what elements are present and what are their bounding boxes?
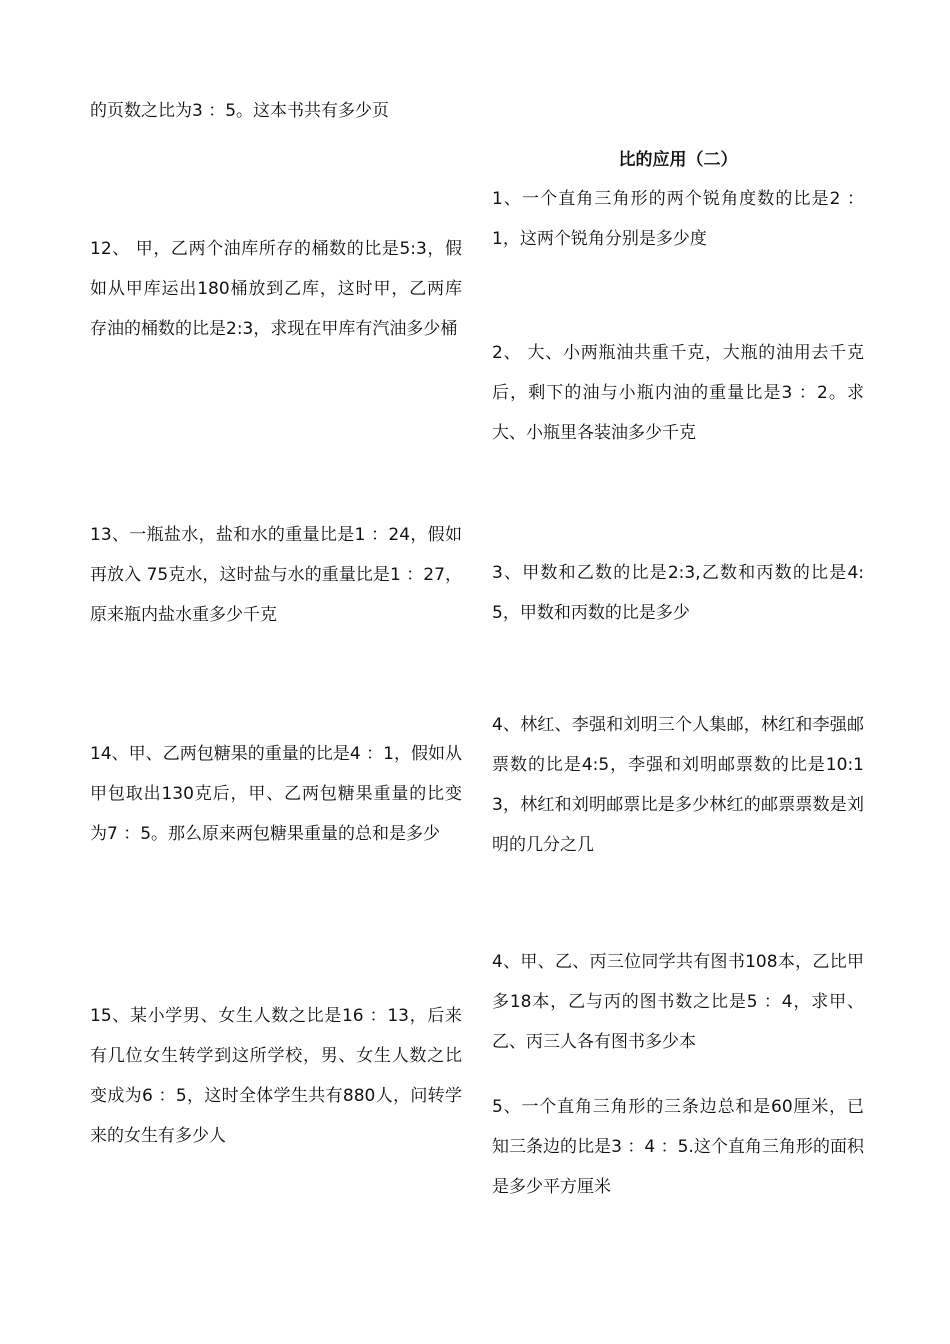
problem-5: 5、一个直角三角形的三条边总和是60厘米，已知三条边的比是3 ：4 ：5.这个直角三角形的面积是多少平方厘米 <box>492 1097 864 1197</box>
problem-3: 3、甲数和乙数的比是2:3,乙数和丙数的比是4:5，甲数和丙数的比是多少 <box>492 563 864 623</box>
problem-1: 1、一个直角三角形的两个锐角度数的比是2 ：1，这两个锐角分别是多少度 <box>492 189 864 249</box>
problem-4-books: 4、甲、乙、丙三位同学共有图书108本，乙比甲多18本，乙与丙的图书数之比是5 ：4，求甲、乙、丙三人各有图书多少本 <box>492 952 864 1052</box>
problem-12: 12、 甲，乙两个油库所存的桶数的比是5:3，假如从甲库运出180桶放到乙库，这时甲，乙两库存油的桶数的比是2:3，求现在甲库有汽油多少桶 <box>90 239 462 339</box>
problem-15: 15、某小学男、女生人数之比是16 ：13，后来有几位女生转学到这所学校，男、女生人数之比变成为6 ：5，这时全体学生共有880人，问转学来的女生有多少人 <box>90 1006 462 1146</box>
section-title: 比的应用（二） <box>618 150 738 170</box>
problem-2: 2、 大、小两瓶油共重千克，大瓶的油用去千克后，剩下的油与小瓶内油的重量比是3 ：2。求大、小瓶里各装油多少千克 <box>492 343 864 443</box>
problem-4-stamps: 4、林红、李强和刘明三个人集邮，林红和李强邮票数的比是4:5，李强和刘明邮票数的比是10:13，林红和刘明邮票比是多少林红的邮票票数是刘明的几分之几 <box>492 715 864 855</box>
continuation-text: 的页数之比为3 ：5。这本书共有多少页 <box>90 101 390 121</box>
problem-14: 14、甲、乙两包糖果的重量的比是4 ：1，假如从甲包取出130克后，甲、乙两包糖果重量的比变为7 ：5。那么原来两包糖果重量的总和是多少 <box>90 744 462 844</box>
problem-13: 13、一瓶盐水，盐和水的重量比是1 ：24，假如再放入 75克水，这时盐与水的重量比是1 ：27，原来瓶内盐水重多少千克 <box>90 525 462 625</box>
